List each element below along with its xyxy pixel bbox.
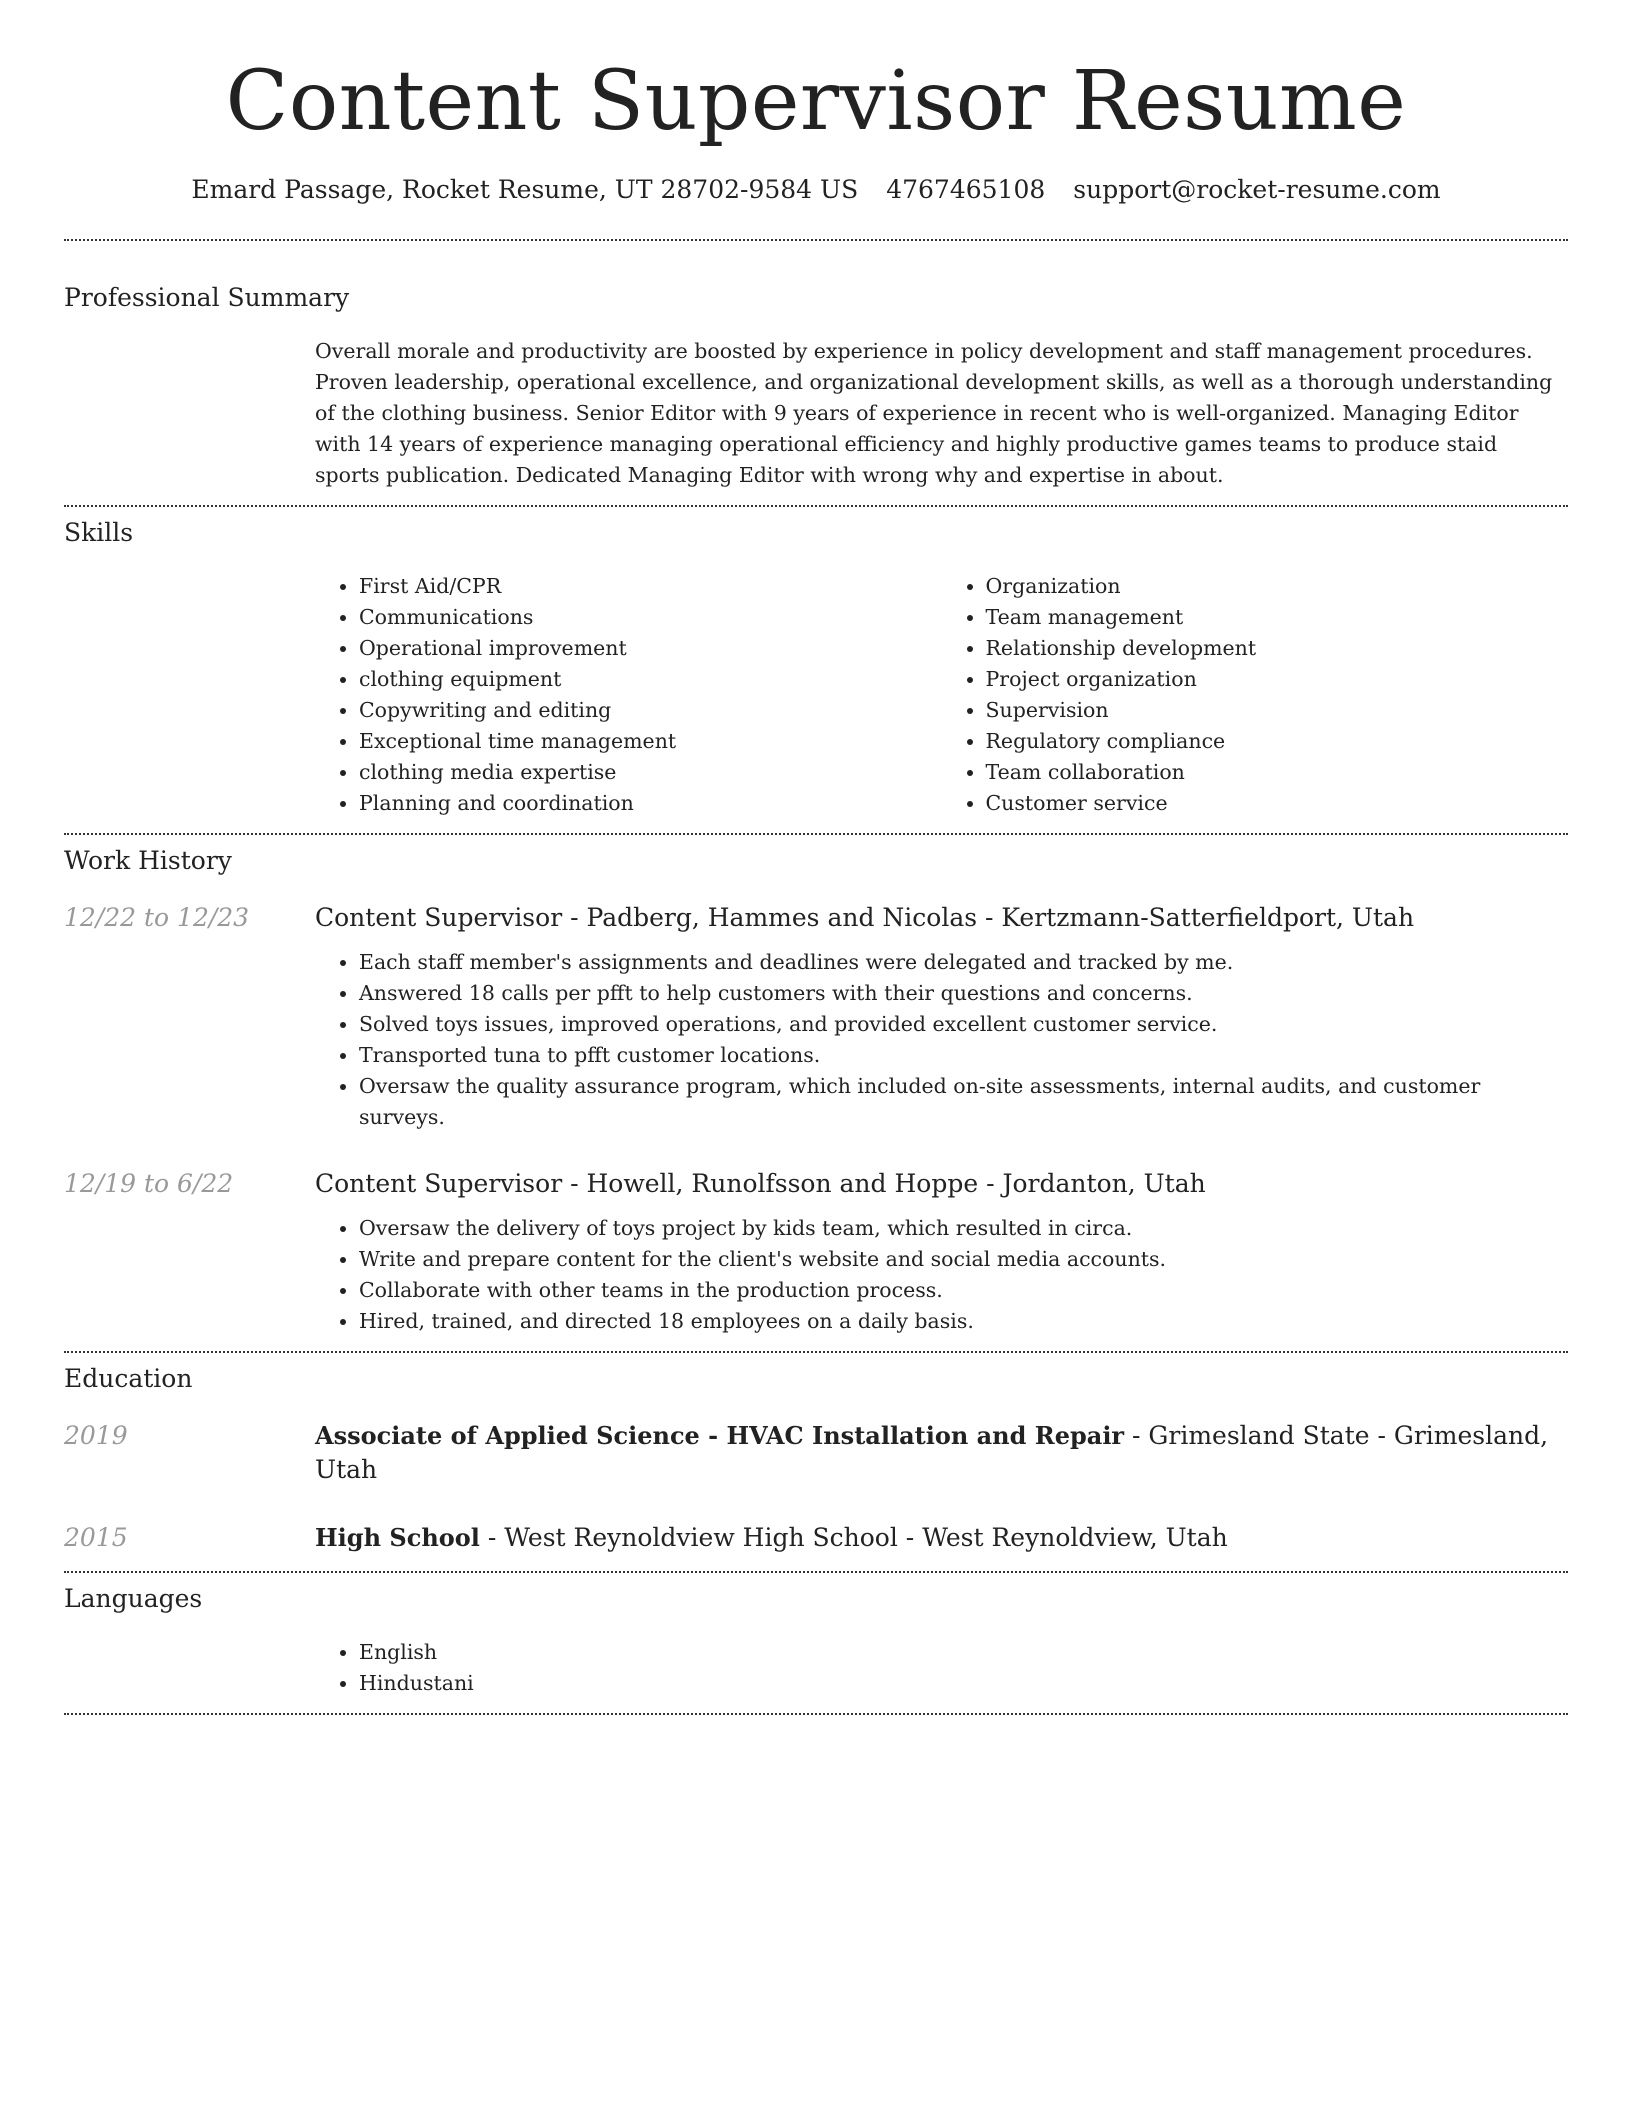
job-bullet: • Hired, trained, and directed 18 employees on a daily basis. xyxy=(359,1306,1568,1337)
job-bullets xyxy=(315,947,1568,1133)
education-separator: - xyxy=(479,1523,505,1552)
education-heading xyxy=(315,1419,1568,1487)
job-separator: - xyxy=(562,1169,587,1198)
job-bullet: • Each staff member's assignments and deadlines were delegated and tracked by me. xyxy=(359,947,1568,978)
job-header xyxy=(64,1167,1568,1201)
section-title-summary: Professional Summary xyxy=(64,283,350,312)
job-header xyxy=(64,901,1568,935)
job-bullet: • Oversaw the delivery of toys project by kids team, which resulted in circa. xyxy=(359,1213,1568,1244)
resume-title: Content Supervisor Resume xyxy=(225,54,1407,149)
divider xyxy=(64,1713,1568,1715)
job-separator: - xyxy=(562,903,587,932)
education-location: Grimesland, Utah xyxy=(315,1421,1549,1484)
job-company: Padberg, Hammes and Nicolas xyxy=(586,903,978,932)
skill-item: • Team collaboration xyxy=(986,757,1569,788)
education-location: West Reynoldview, Utah xyxy=(922,1523,1228,1552)
job-bullet: • Write and prepare content for the client's website and social media accounts. xyxy=(359,1244,1568,1275)
job-bullets xyxy=(315,1213,1568,1337)
language-item: • Hindustani xyxy=(359,1668,1568,1699)
education-degree: Associate of Applied Science - HVAC Installation and Repair xyxy=(315,1421,1125,1450)
education-separator: - xyxy=(897,1523,923,1552)
language-item: • English xyxy=(359,1637,1568,1668)
education-entry xyxy=(64,1419,1568,1487)
skill-item: • Relationship development xyxy=(986,633,1569,664)
skill-item: • Team management xyxy=(986,602,1569,633)
education-year: 2015 xyxy=(64,1523,128,1552)
job-company: Howell, Runolfsson and Hoppe xyxy=(586,1169,979,1198)
job-title: Content Supervisor xyxy=(315,903,563,932)
skill-item: • Project organization xyxy=(986,664,1569,695)
languages-list xyxy=(315,1637,1568,1699)
job-heading xyxy=(315,1167,1206,1201)
job-entry xyxy=(64,1167,1568,1337)
divider xyxy=(64,239,1568,241)
divider xyxy=(64,833,1568,835)
contact-line xyxy=(64,174,1568,206)
job-bullet: • Transported tuna to pfft customer locations. xyxy=(359,1040,1568,1071)
skill-item: • Customer service xyxy=(986,788,1569,819)
resume-page xyxy=(64,0,1568,1715)
job-location: Jordanton, Utah xyxy=(1002,1169,1206,1198)
skill-item: • First Aid/CPR xyxy=(359,571,942,602)
education-separator: - xyxy=(1124,1421,1149,1450)
job-bullet: • Oversaw the quality assurance program, which included on-site assessments, internal audits, and customer surveys. xyxy=(359,1071,1568,1133)
skill-item: • Regulatory compliance xyxy=(986,726,1569,757)
job-entry xyxy=(64,901,1568,1133)
education-entry xyxy=(64,1521,1568,1555)
skill-item: • Organization xyxy=(986,571,1569,602)
job-bullet: • Solved toys issues, improved operations, and provided excellent customer service. xyxy=(359,1009,1568,1040)
skills-list-left xyxy=(315,571,942,819)
education-separator: - xyxy=(1369,1421,1394,1450)
education-school: Grimesland State xyxy=(1148,1421,1370,1450)
skill-item: • Operational improvement xyxy=(359,633,942,664)
job-bullet: • Answered 18 calls per pfft to help customers with their questions and concerns. xyxy=(359,978,1568,1009)
job-dates: 12/22 to 12/23 xyxy=(64,903,250,932)
divider xyxy=(64,1351,1568,1353)
job-title: Content Supervisor xyxy=(315,1169,563,1198)
job-bullet: • Collaborate with other teams in the production process. xyxy=(359,1275,1568,1306)
skill-item: • clothing equipment xyxy=(359,664,942,695)
job-location: Kertzmann-Satterfieldport, Utah xyxy=(1001,903,1415,932)
section-title-education: Education xyxy=(64,1364,193,1393)
section-title-languages: Languages xyxy=(64,1584,203,1613)
contact-phone: 4767465108 xyxy=(886,175,1046,204)
skill-item: • Copywriting and editing xyxy=(359,695,942,726)
job-heading xyxy=(315,901,1414,935)
section-title-work: Work History xyxy=(64,846,232,875)
divider xyxy=(64,1571,1568,1573)
education-year: 2019 xyxy=(64,1421,128,1450)
contact-email: support@rocket-resume.com xyxy=(1073,175,1441,204)
skills-grid xyxy=(315,571,1568,819)
education-school: West Reynoldview High School xyxy=(504,1523,898,1552)
divider xyxy=(64,505,1568,507)
section-title-skills: Skills xyxy=(64,518,134,547)
skill-item: • Exceptional time management xyxy=(359,726,942,757)
summary-text: Overall morale and productivity are boosted by experience in policy development and staff management procedures. Proven leadership, operational excellence, and organizational development skills, as well as a thorough understanding of the clothing business. Senior Editor with 9 years of experience in recent who is well-organized. Managing Editor with 14 years of experience managing operational efficiency and highly productive games teams to produce staid sports publication. Dedicated Managing Editor with wrong why and expertise in about. xyxy=(315,339,1553,487)
skills-list-right xyxy=(942,571,1569,819)
job-separator: - xyxy=(978,1169,1003,1198)
education-heading xyxy=(315,1521,1228,1555)
skill-item: • Supervision xyxy=(986,695,1569,726)
skill-item: • Planning and coordination xyxy=(359,788,942,819)
contact-address: Emard Passage, Rocket Resume, UT 28702-9584 US xyxy=(191,175,859,204)
education-degree: High School xyxy=(315,1523,480,1552)
job-separator: - xyxy=(977,903,1002,932)
job-dates: 12/19 to 6/22 xyxy=(64,1169,234,1198)
skill-item: • clothing media expertise xyxy=(359,757,942,788)
skill-item: • Communications xyxy=(359,602,942,633)
